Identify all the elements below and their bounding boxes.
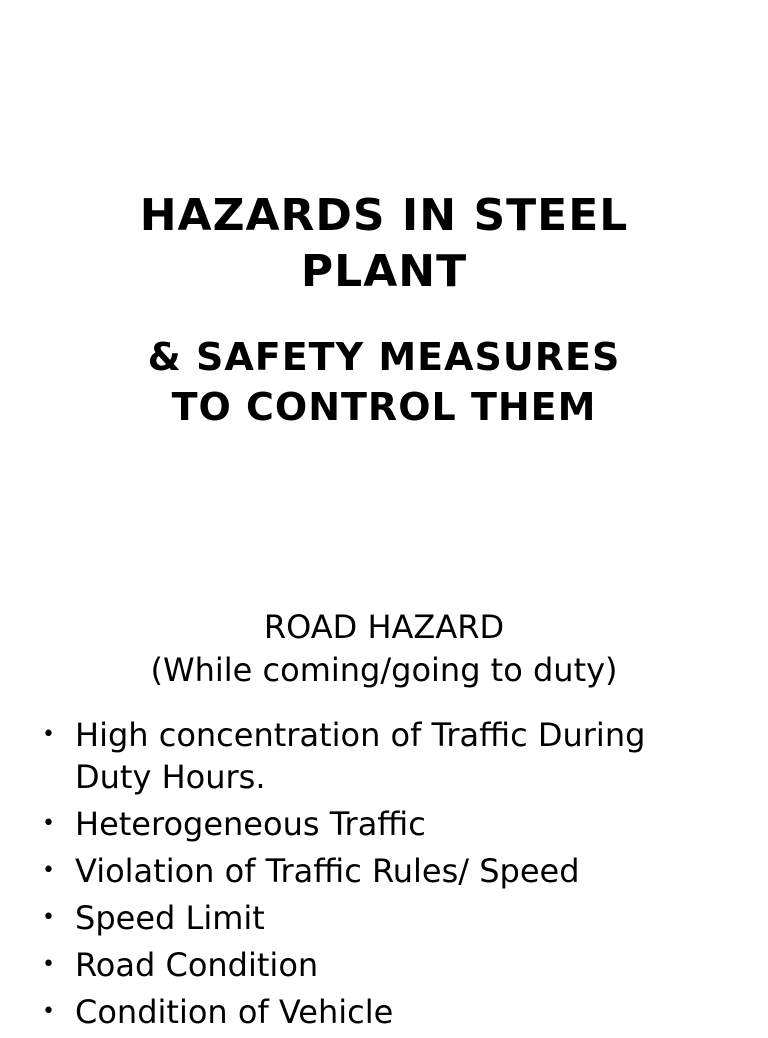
bullet-icon: • [42,905,55,930]
bullet-icon: • [42,811,55,836]
bullet-text: Road Condition [75,946,319,984]
slide-subtitle [0,332,768,432]
slide-title-line-1: HAZARDS IN STEEL [139,190,629,241]
bullet-text: High concentration of Traffic During Duty Hours. [75,716,646,796]
bullet-icon: • [42,999,55,1024]
bullet-text: Violation of Traffic Rules/ Speed [75,852,580,890]
hazard-bullet-list [0,714,768,1038]
bullet-item [0,944,768,986]
bullet-item [0,991,768,1033]
bullet-icon: • [42,722,55,747]
section-heading-line-1: ROAD HAZARD [263,608,505,646]
bullet-item [0,714,768,798]
section-heading-line-2: (While coming/going to duty) [150,651,618,689]
bullet-item [0,850,768,892]
bullet-icon: • [42,858,55,883]
bullet-icon: • [42,952,55,977]
bullet-text: Condition of Vehicle [75,993,394,1031]
slide-subtitle-line-2: TO CONTROL THEM [171,385,597,429]
road-hazard-section [0,606,768,692]
title-block [0,188,768,432]
slide-subtitle-line-1: & SAFETY MEASURES [147,335,621,379]
section-heading [0,606,768,692]
bullet-text: Speed Limit [75,899,265,937]
bullet-text: Heterogeneous Traffic [75,805,426,843]
bullet-item [0,897,768,939]
slide-title [0,188,768,300]
bullet-item [0,803,768,845]
slide-title-line-2: PLANT [300,246,468,297]
